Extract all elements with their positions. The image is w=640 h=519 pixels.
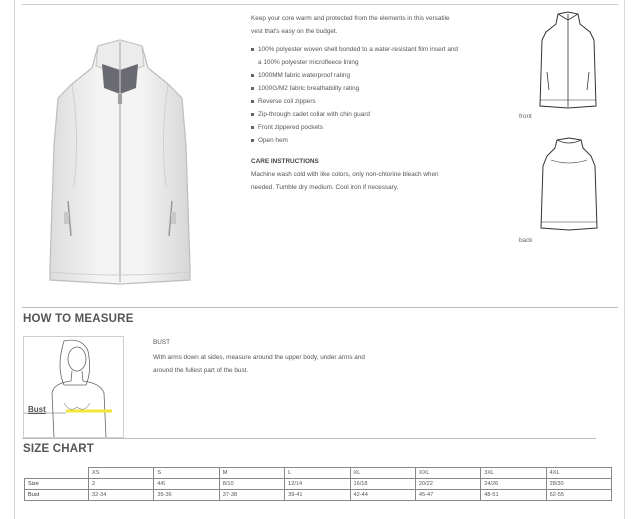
bust-text: With arms down at sides, measure around the upper body, under arms and around the fullest part of the bust. [153, 354, 365, 374]
table-cell: 39-41 [285, 490, 350, 501]
size-column-header: 3XL [481, 468, 546, 479]
size-column-header: XS [89, 468, 154, 479]
table-cell: 24/26 [481, 479, 546, 490]
row-label: Size [25, 479, 89, 490]
size-column-header: L [285, 468, 350, 479]
row-label: Bust [25, 490, 89, 501]
table-cell: 16/18 [350, 479, 415, 490]
feature-item: 1000G/M2 fabric breathability rating [251, 82, 461, 95]
frame-right-border [624, 0, 625, 519]
top-divider [22, 4, 618, 5]
product-description [251, 12, 461, 194]
feature-item: Reverse coil zippers [251, 95, 461, 108]
section-divider [22, 438, 596, 439]
size-column-header: 4XL [546, 468, 611, 479]
bust-figure-label: Bust [28, 405, 46, 414]
size-column-header: XL [350, 468, 415, 479]
care-heading: CARE INSTRUCTIONS [251, 158, 319, 165]
table-cell: 52-55 [546, 490, 611, 501]
vest-front-drawing [534, 10, 602, 110]
table-cell: 37-38 [219, 490, 284, 501]
back-label: back [519, 237, 533, 244]
bust-figure-box [23, 336, 124, 438]
care-text: Machine wash cold with like colors, only non-chlorine bleach when needed. Tumble dry medium. Cool iron if necessary. [251, 171, 439, 191]
table-cell: 20/22 [415, 479, 480, 490]
table-cell: 42-44 [350, 490, 415, 501]
feature-item: Open hem [251, 134, 461, 147]
feature-item: Zip-through cadet collar with chin guard [251, 108, 461, 121]
size-column-header: XXL [415, 468, 480, 479]
table-cell: 35-36 [154, 490, 219, 501]
table-cell: 2 [89, 479, 154, 490]
feature-list [251, 43, 461, 147]
table-cell: 32-34 [89, 490, 154, 501]
size-chart-title: SIZE CHART [23, 443, 94, 455]
bust-heading: BUST [153, 339, 171, 346]
table-row [25, 490, 612, 501]
table-row [25, 479, 612, 490]
vest-back-drawing [537, 136, 601, 232]
vest-photo [40, 36, 200, 288]
frame-left-border [14, 0, 15, 519]
table-cell: 28/30 [546, 479, 611, 490]
section-divider [22, 307, 618, 308]
feature-item: Front zippered pockets [251, 121, 461, 134]
feature-item: 1000MM fabric waterproof rating [251, 69, 461, 82]
table-cell: 48-51 [481, 490, 546, 501]
feature-item: 100% polyester woven shell bonded to a water-resistant film insert and a 100% polyester microfleece lining [251, 43, 461, 69]
table-cell: 45-47 [415, 490, 480, 501]
bust-figure [24, 337, 123, 437]
how-to-measure-title: HOW TO MEASURE [23, 313, 134, 325]
table-cell: 8/10 [219, 479, 284, 490]
table-cell: 4/6 [154, 479, 219, 490]
table-header-row [25, 468, 612, 479]
size-column-header: S [154, 468, 219, 479]
size-chart-table [24, 467, 612, 501]
size-column-header: M [219, 468, 284, 479]
intro-text: Keep your core warm and protected from the elements in this versatile vest that's easy on the budget. [251, 15, 450, 35]
table-cell: 12/14 [285, 479, 350, 490]
front-label: front [519, 113, 532, 120]
